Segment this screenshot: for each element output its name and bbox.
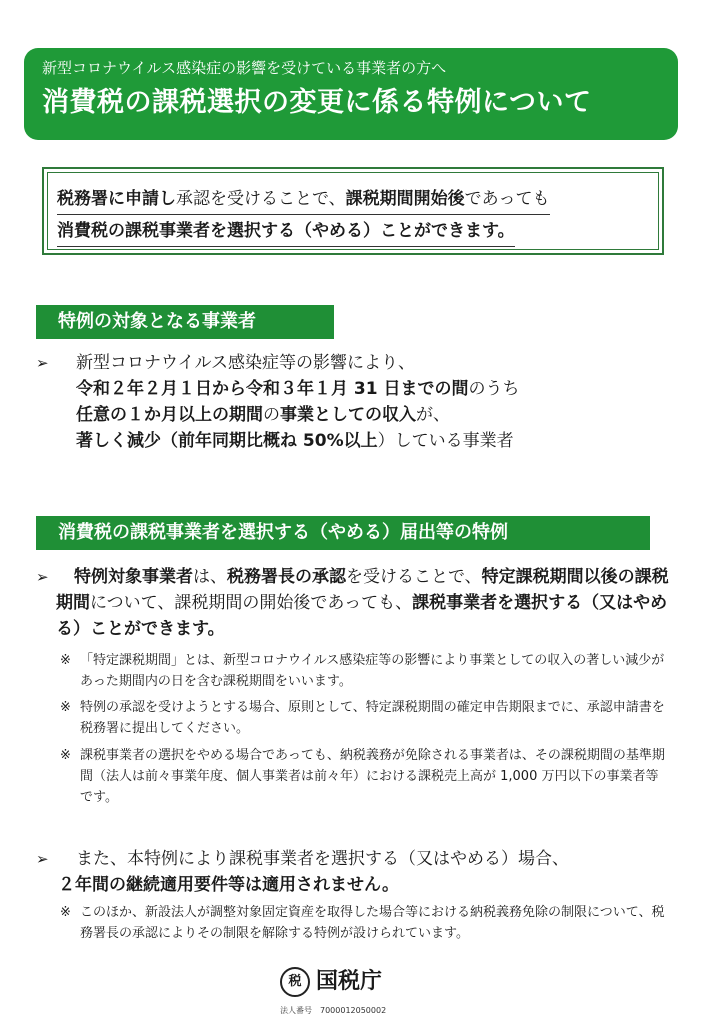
banner-subtitle: 新型コロナウイルス感染症の影響を受けている事業者の方へ — [42, 59, 447, 77]
header-banner — [24, 48, 678, 140]
note-item — [60, 697, 670, 739]
org-name: 国税庁 — [316, 969, 383, 994]
eligible-text: 事業としての収入 — [280, 405, 416, 425]
rule-text: 課税事業者を選択する（又はやめる）ことができます。 — [56, 593, 668, 639]
eligible-line — [76, 376, 676, 402]
summary-text: 承認を受けることで、 — [176, 189, 346, 209]
rule-text: 税務署長の承認 — [227, 567, 346, 587]
arrow-bullet-icon: ➢ — [36, 850, 49, 868]
note-item — [60, 902, 670, 944]
corporate-number — [280, 1005, 394, 1016]
rule-text: について、課税期間の開始後であっても、 — [90, 593, 413, 613]
corp-number: 7000012050002 — [320, 1006, 387, 1015]
note-item — [60, 745, 670, 808]
continuation-text: また、本特例により課税事業者を選択する（又はやめる）場合、 — [76, 849, 569, 869]
note-mark-icon: ※ — [60, 653, 71, 668]
page-title: 消費税の課税選択の変更に係る特例について — [42, 87, 592, 118]
continuation-paragraph — [36, 846, 676, 898]
note-text: 特例の承認を受けようとする場合、原則として、特定課税期間の確定申告期限までに、承認申請書を税務署に提出してください。 — [80, 700, 665, 736]
eligible-text: 任意の１か月以上の期間 — [76, 405, 263, 425]
note-mark-icon: ※ — [60, 748, 71, 763]
summary-box — [42, 167, 664, 255]
rule-text: は、 — [193, 567, 227, 587]
special-rule-text — [56, 564, 676, 642]
note-text: 課税事業者の選択をやめる場合であっても、納税義務が免除される事業者は、その課税期間の基準期間（法人は前々事業年度、個人事業者は前々年）における課税売上高が 1,000 万円以下の事業者等です。 — [80, 748, 665, 805]
eligible-text: が、 — [416, 405, 450, 425]
arrow-bullet-icon: ➢ — [36, 354, 49, 372]
corp-label: 法人番号 — [280, 1006, 312, 1015]
nta-logo-icon: 税 — [280, 967, 310, 997]
summary-text: 税務署に申請し — [57, 189, 176, 209]
continuation-text: ２年間の継続適用要件等は適用されません。 — [58, 875, 400, 895]
eligible-text: 著しく減少（前年同期比概ね 50%以上 — [76, 431, 378, 451]
footer — [280, 967, 440, 1017]
eligible-description — [36, 350, 676, 454]
rule-text: を受けることで、 — [346, 567, 482, 587]
eligible-line — [76, 428, 676, 454]
eligible-text: のうち — [468, 379, 520, 399]
eligible-line — [76, 402, 676, 428]
summary-text: であっても — [464, 189, 550, 209]
section-heading-special-rule: 消費税の課税事業者を選択する（やめる）届出等の特例 — [36, 516, 650, 550]
eligible-text: ）している事業者 — [377, 431, 514, 451]
note-text: このほか、新設法人が調整対象固定資産を取得した場合等における納税義務免除の制限について、税務署長の承認によりその制限を解除する特例が設けられています。 — [80, 905, 665, 941]
rule-text: 特例対象事業者 — [74, 567, 193, 587]
rule-text: 特定課税期間以後の課税期間 — [56, 567, 669, 613]
section-heading-eligible: 特例の対象となる事業者 — [36, 305, 334, 339]
eligible-text: の — [263, 405, 280, 425]
eligible-text: 令和２年２月１日から令和３年１月 31 日までの間 — [76, 379, 469, 399]
note-mark-icon: ※ — [60, 700, 71, 715]
eligible-line: 新型コロナウイルス感染症等の影響により、 — [76, 353, 415, 373]
arrow-bullet-icon: ➢ — [36, 568, 49, 586]
summary-text: 課税期間開始後 — [345, 189, 465, 209]
summary-line-2: 消費税の課税事業者を選択する（やめる）ことができます。 — [57, 217, 515, 247]
special-rule-paragraph — [36, 564, 676, 642]
note-mark-icon: ※ — [60, 905, 71, 920]
note-item — [60, 650, 670, 692]
note-text: 「特定課税期間」とは、新型コロナウイルス感染症等の影響により事業としての収入の著しい減少があった期間内の日を含む課税期間をいいます。 — [80, 653, 665, 689]
summary-line-1 — [57, 185, 550, 215]
